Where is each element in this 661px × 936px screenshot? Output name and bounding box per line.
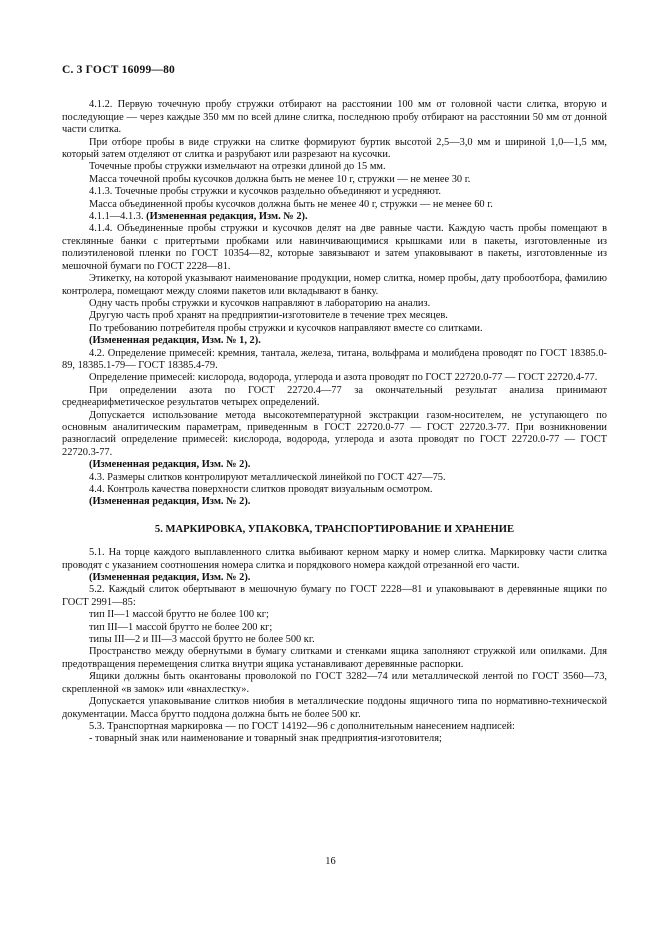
amendment-note: (Измененная редакция, Изм. № 2). [89,572,251,584]
paragraph: Допускается использование метода высокотемпературной экстракции газом-носителем, не уступающего по основным аналитическим параметрам, приведенным в ГОСТ 22720.0-77 — ГОСТ 22720.3-77. При возникновении разногласий определение примесей: кислорода, водорода, углерода и азота проводят по ГОСТ 22720.0-77 — ГОСТ 22720.3-77. [62,409,607,458]
paragraph: Одну часть пробы стружки и кусочков направляют в лабораторию на анализ. [89,297,431,309]
list-item: типы III—2 и III—3 массой брутто не более 500 кг. [89,634,315,646]
paragraph-4-3: 4.3. Размеры слитков контролируют металлической линейкой по ГОСТ 427—75. [89,471,446,483]
paragraph: Этикетку, на которой указывают наименование продукции, номер слитка, номер пробы, дату пробоотбора, фамилию контролера, помещают между слоями пакетов или вкладывают в банку. [62,273,607,297]
amendment-text: (Измененная редакция, Изм. № 2). [146,211,308,223]
document-page [62,64,607,746]
amendment-ref: 4.1.1—4.1.3. [89,211,144,223]
paragraph-5-2: 5.2. Каждый слиток обертывают в мешочную бумагу по ГОСТ 2228—81 и упаковывают в деревянные ящики по ГОСТ 2991—85: [62,584,607,608]
paragraph: Допускается упаковывание слитков ниобия в металлические поддоны ящичного типа по нормативно-технической документации. Масса брутто поддона должна быть не более 500 кг. [62,696,607,720]
paragraph: По требованию потребителя пробы стружки и кусочков направляют вместе со слитками. [89,322,483,334]
paragraph: Определение примесей: кислорода, водорода, углерода и азота проводят по ГОСТ 22720.0-77 — ГОСТ 22720.4-77. [89,372,598,384]
paragraph-4-1-4: 4.1.4. Объединенные пробы стружки и кусочков делят на две равные части. Каждую часть пробы помещают в стеклянные банки с притертыми пробками или навинчивающимися крышками или в пакеты, изготовленные из полиэтиленовой пленки по ГОСТ 10354—82, которые завязывают и затем упаковывают в пакеты, изготовленные из мешочной бумаги по ГОСТ 2228—81. [62,223,607,272]
paragraph: При отборе пробы в виде стружки на слитке формируют буртик высотой 2,5—3,0 мм и шириной 1,0—1,5 мм, который затем отделяют от слитка и разрубают или разрезают на кусочки. [62,136,607,161]
paragraph-4-1-3: 4.1.3. Точечные пробы стружки и кусочков раздельно объединяют и усредняют. [89,186,442,198]
paragraph-5-1: 5.1. На торце каждого выплавленного слитка выбивают керном марку и номер слитка. Маркировку части слитка проводят с указанием соотношения номера слитка и порядкового номера каждой отрезанной его части. [62,547,607,571]
paragraph: Ящики должны быть окантованы проволокой по ГОСТ 3282—74 или металлической лентой по ГОСТ 3560—73, скрепленной «в замок» или «внахлестку». [62,671,607,695]
paragraph-5-3: 5.3. Транспортная маркировка — по ГОСТ 14192—96 с дополнительным нанесением надписей: [89,720,515,732]
paragraph: Пространство между обернутыми в бумагу слитками и стенками ящика заполняют стружкой или опилками. Для предотвращения перемещения слитка внутри ящика устанавливают деревянные распорки. [62,646,607,670]
paragraph-4-1-2: 4.1.2. Первую точечную пробу стружки отбирают на расстоянии 100 мм от головной части слитка, вторую и последующие — через каждые 350 мм по всей длине слитка, последнюю пробу отбирают на расстоянии 50 мм от донной части слитка. [62,99,607,136]
page-header: С. 3 ГОСТ 16099—80 [62,64,175,76]
list-item: тип III—1 массой брутто не более 200 кг; [89,621,273,633]
amendment-note [62,211,607,223]
paragraph: Масса точечной пробы кусочков должна быть не менее 10 г, стружки — не менее 30 г. [89,173,471,185]
paragraph: Точечные пробы стружки измельчают на отрезки длиной до 15 мм. [89,161,386,173]
box-type-list [62,609,607,646]
paragraph: - товарный знак или наименование и товарный знак предприятия-изготовителя; [89,733,442,745]
amendment-note: (Измененная редакция, Изм. № 1, 2). [89,335,261,347]
page-number: 16 [325,856,336,867]
list-item: тип II—1 массой брутто не более 100 кг; [89,609,269,621]
paragraph: Масса объединенной пробы кусочков должна быть не менее 40 г, стружки — не менее 60 г. [89,198,493,210]
amendment-note: (Измененная редакция, Изм. № 2). [89,496,251,508]
paragraph: Другую часть проб хранят на предприятии-изготовителе в течение трех месяцев. [89,310,448,322]
amendment-note: (Измененная редакция, Изм. № 2). [89,459,251,471]
paragraph: При определении азота по ГОСТ 22720.4—77 за окончательный результат анализа принимают среднеарифметическое результатов четырех определений. [62,384,607,409]
paragraph-4-2: 4.2. Определение примесей: кремния, тантала, железа, титана, вольфрама и молибдена проводят по ГОСТ 18385.0-89, 18385.1-79— ГОСТ 18385.4-79. [62,347,607,371]
section-title: 5. МАРКИРОВКА, УПАКОВКА, ТРАНСПОРТИРОВАНИЕ И ХРАНЕНИЕ [154,523,515,535]
paragraph-4-4: 4.4. Контроль качества поверхности слитков проводят визуальным осмотром. [89,484,433,495]
